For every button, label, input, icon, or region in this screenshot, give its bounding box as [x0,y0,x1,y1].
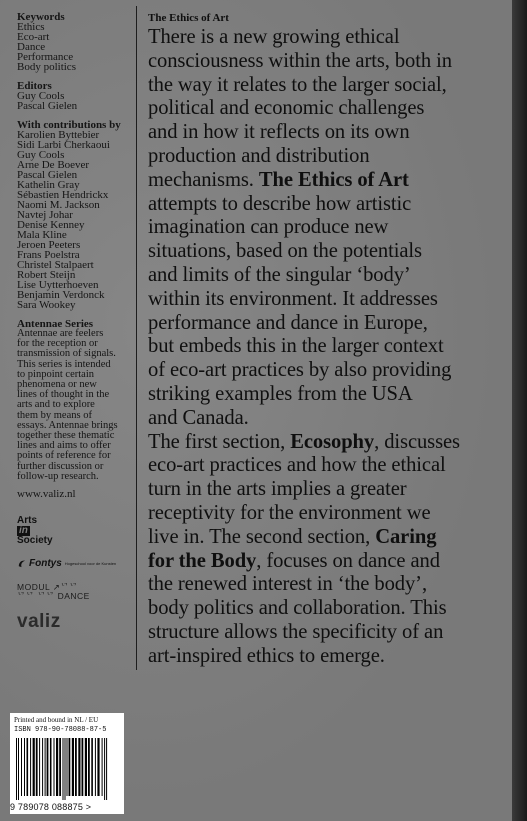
barcode-bar [16,738,17,800]
blurb-run: but embeds this in the larger context [148,335,444,358]
blurb-line [148,240,510,264]
blurb-line [148,478,510,502]
barcode-bar [102,738,103,796]
blurb-line [148,550,510,574]
barcode-bar [104,738,105,800]
blurb-run: The first section, [148,430,291,453]
blurb-run: receptivity for the environment we [148,501,431,524]
blurb-run: imagination can produce new [148,216,389,239]
blurb-run: and Canada. [148,406,249,429]
publisher-url[interactable]: www.valiz.nl [17,488,76,501]
blurb-run: attempts to describe how artistic [148,192,412,215]
list-item: to pinpoint certain [17,368,94,380]
editors-heading: Editors [17,80,52,92]
blurb-run: structure allows the specificity of an [148,620,444,643]
list-item: Sara Wookey [17,299,76,311]
isbn-text: ISBN 978-90-78088-87-5 [14,726,107,734]
list-item: Navtej Johar [17,209,73,221]
barcode-bar [67,738,68,796]
blurb-line [148,573,510,597]
list-item: Lise Uytterhoeven [17,279,99,291]
barcode-bar [21,738,22,796]
list-item: further discussion or [17,460,104,472]
arts-logo-word: Arts [17,515,38,527]
blurb-run: performance and dance in Europe, [148,311,428,334]
list-item: Ethics [17,21,45,33]
blurb-line [148,193,510,217]
blurb-run: striking examples from the USA [148,382,413,405]
list-item: transmission of signals. [17,348,116,360]
fontys-logo-text: Fontys [29,558,62,570]
book-title: The Ethics of Art [148,12,229,24]
blurb-bold-run: The Ethics of Art [258,168,409,191]
keywords-list [17,22,135,72]
modul-logo-word: MODUL [17,582,50,593]
blurb-run: within its environment. It addresses [148,287,438,310]
printed-in-text: Printed and bound in NL / EU [14,716,99,724]
barcode-bar [18,738,19,800]
editors-list [17,91,135,111]
blurb-run: There is a new growing ethical [148,26,400,48]
blurb-run: , discusses [374,430,460,453]
blurb-run: mechanisms. [148,168,259,191]
barcode-bar [72,738,74,796]
list-item: essays. Antennae brings [17,419,118,431]
blurb-line [148,216,510,240]
list-item: Sidi Larbi Cherkaoui [17,139,110,151]
fontys-swirl-icon [17,559,26,568]
barcode-bar [85,738,87,796]
blurb-run: and limits of the singular ‘body’ [148,263,411,286]
barcode-bar [30,738,31,796]
list-item: Performance [17,51,74,63]
right-column [148,12,510,669]
list-item: Guy Cools [17,149,65,161]
barcode-bar [54,738,55,796]
valiz-logo: valiz [17,611,61,633]
fontys-logo-subtitle: Hogeschool voor de Kunsten [64,561,117,567]
barcode-bar [63,738,64,800]
blurb-text [148,26,510,669]
barcode-bar [47,738,49,796]
blurb-run: live in. The second section, [148,525,376,548]
list-item: them by means of [17,409,92,421]
barcode-bar [75,738,77,796]
list-item: Body politics [17,61,76,73]
contributors-list [17,130,135,310]
keywords-section [17,12,135,72]
list-item: Pascal Gielen [17,169,78,181]
barcode-bar [24,738,25,796]
blurb-line [148,502,510,526]
blurb-run: and in how it reflects on its own [148,121,410,144]
barcode-bars-icon [16,738,120,800]
arts-in-society-logo [17,516,135,546]
blurb-bold-run: Ecosophy [290,430,375,453]
blurb-run: the renewed interest in ‘the body’, [148,573,427,596]
blurb-run: art-inspired ethics to emerge. [148,644,385,667]
keywords-heading: Keywords [17,11,65,23]
barcode-bar [45,738,46,796]
blurb-run: of eco-art practices by also providing [148,359,452,382]
list-item: Robert Steijn [17,269,76,281]
list-item: Naomi M. Jackson [17,199,100,211]
list-item: Frans Poelstra [17,249,80,261]
list-item: lines of thought in the [17,389,110,401]
barcode-bar [91,738,93,796]
blurb-line [148,121,510,145]
blurb-run: production and distribution [148,144,370,167]
editors-section [17,81,135,111]
in-logo-word: in [19,525,28,537]
list-item: Antennae are feelers [17,328,104,339]
modul-dance-logo [17,583,135,601]
barcode-bar [36,738,38,796]
blurb-run: turn in the arts implies a greater [148,478,407,501]
blurb-run: the way it relates to the larger social, [148,73,447,96]
blurb-line [148,26,510,50]
list-item: Benjamin Verdonck [17,289,105,301]
blurb-line [148,359,510,383]
blurb-bold-run: for the Body [148,549,257,572]
blurb-line [148,526,510,550]
blurb-line [148,645,510,669]
fontys-logo [17,558,135,569]
list-item: lines and aims to offer [17,440,111,452]
blurb-run: political and economic challenges [148,97,425,120]
left-column [17,12,135,633]
barcode-bar [69,738,71,796]
blurb-bold-run: Caring [375,525,437,548]
blurb-line [148,383,510,407]
list-item: Arne De Boever [17,159,90,171]
list-item: Sébastien Hendrickx [17,189,109,201]
barcode-bar [106,738,107,800]
barcode-bar [78,738,80,796]
modul-glyph-icon-2: ᄓᄓ ᄓᄓ [17,591,55,602]
list-item: arts and to explore [17,399,95,411]
list-item: follow-up research. [17,470,99,482]
blurb-line [148,407,510,431]
column-divider [136,6,137,670]
list-item: points of reference for [17,450,111,462]
list-item: Denise Kenney [17,219,85,231]
dance-logo-word: DANCE [57,591,90,602]
list-item: Guy Cools [17,90,65,102]
list-item: Pascal Gielen [17,100,78,112]
list-item: phenomena or new [17,379,97,391]
blurb-line [148,597,510,621]
barcode-number: 9 789078 088875 > [10,802,92,812]
blurb-run: situations, based on the potentials [148,240,422,263]
barcode-bar [95,738,96,796]
blurb-line [148,264,510,288]
blurb-run: , focuses on dance and [256,549,440,572]
barcode-bar [42,738,43,796]
blurb-line [148,621,510,645]
society-logo-word: Society [17,535,53,547]
blurb-run: eco-art practices and how the ethical [148,454,446,477]
list-item: for the reception or [17,338,98,350]
contributors-heading: With contributions by [17,119,121,131]
barcode-bar [97,738,99,796]
barcode-bar [50,738,52,796]
list-item: Kathelin Gray [17,179,80,191]
barcode-bar [33,738,35,796]
barcode-label [10,713,124,814]
blurb-run: consciousness within the arts, both in [148,49,452,72]
blurb-line [148,50,510,74]
barcode-bar [59,738,61,796]
series-section [17,319,135,482]
list-item: together these thematic [17,430,115,442]
list-item: Karolien Byttebier [17,129,100,141]
list-item: Christel Stalpaert [17,259,94,271]
blurb-line [148,145,510,169]
blurb-line [148,454,510,478]
list-item: This series is intended [17,358,111,370]
series-heading: Antennae Series [17,318,94,330]
barcode-bar [39,738,40,796]
book-spine-edge [512,0,527,821]
blurb-line [148,74,510,98]
barcode-bar [82,738,84,796]
barcode-bar [88,738,90,796]
series-description [17,329,135,482]
barcode-bar [65,738,66,800]
list-item: Mala Kline [17,229,67,241]
blurb-line [148,169,510,193]
list-item: Eco-art [17,31,50,43]
blurb-line [148,312,510,336]
barcode-bar [27,738,29,796]
blurb-line [148,97,510,121]
barcode-bar [56,738,58,796]
blurb-run: body politics and collaboration. This [148,597,447,620]
modul-glyph-icon: ↗ᄓᄓ [52,582,78,593]
blurb-line [148,288,510,312]
blurb-line [148,431,510,455]
list-item: Jeroen Peeters [17,239,81,251]
blurb-line [148,335,510,359]
contributors-section [17,120,135,310]
list-item: Dance [17,41,46,53]
